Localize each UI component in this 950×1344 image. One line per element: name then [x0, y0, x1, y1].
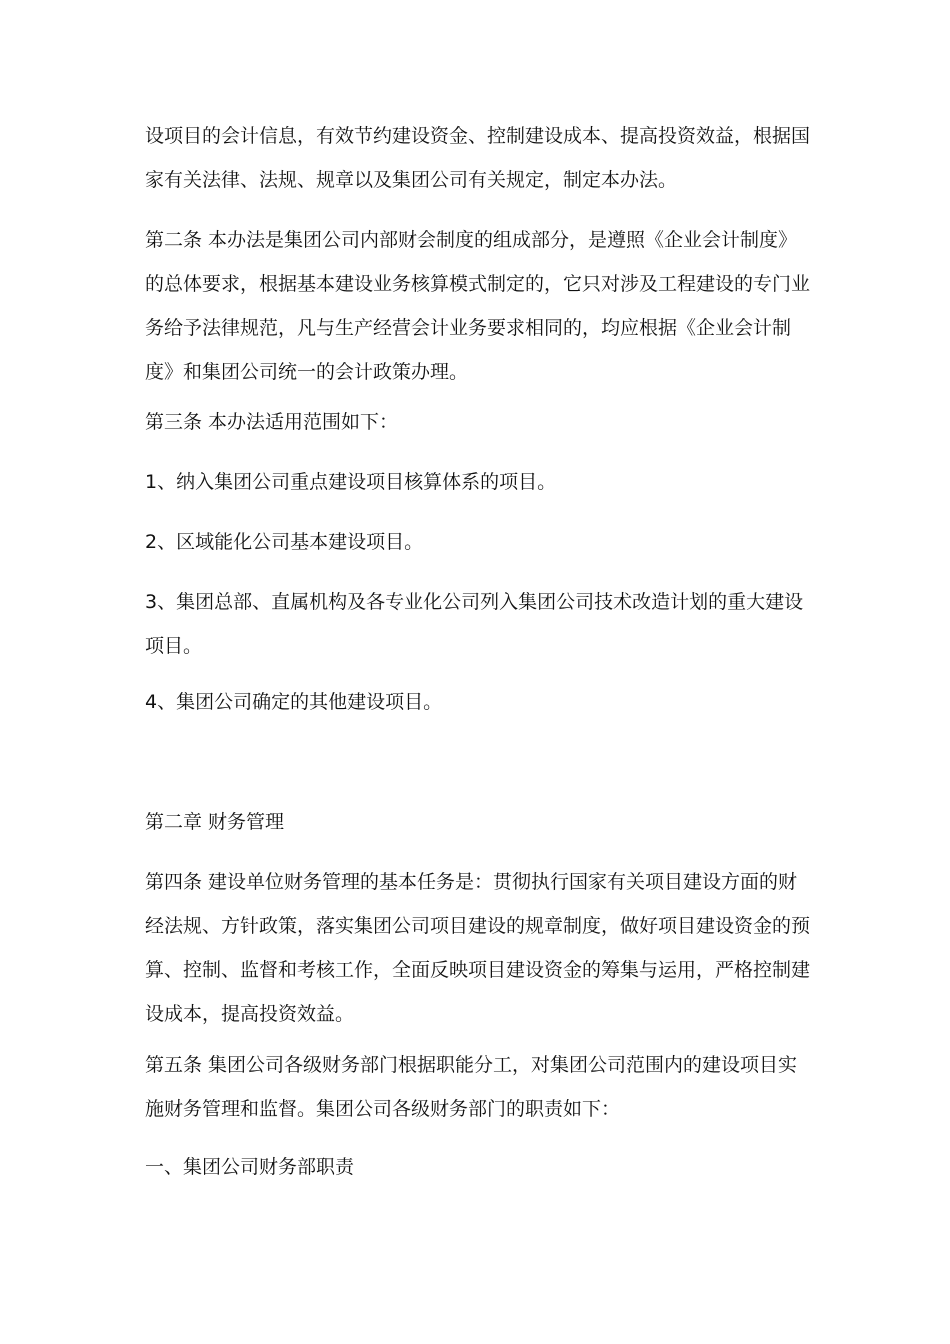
paragraph-intro-continuation: 设项目的会计信息，有效节约建设资金、控制建设成本、提高投资效益，根据国家有关法律、法规、规章以及集团公司有关规定，制定本办法。: [145, 125, 811, 191]
list-item-scope-1: 1、纳入集团公司重点建设项目核算体系的项目。: [145, 471, 557, 493]
paragraph-article-2: 第二条 本办法是集团公司内部财会制度的组成部分，是遵照《企业会计制度》的总体要求，根据基本建设业务核算模式制定的，它只对涉及工程建设的专门业务给予法律规范，凡与生产经营会计业务要求相同的，均应根据《企业会计制度》和集团公司统一的会计政策办理。: [145, 229, 811, 383]
paragraph-article-4: 第四条 建设单位财务管理的基本任务是：贯彻执行国家有关项目建设方面的财经法规、方针政策，落实集团公司项目建设的规章制度，做好项目建设资金的预算、控制、监督和考核工作，全面反映项目建设资金的筹集与运用，严格控制建设成本，提高投资效益。: [145, 871, 811, 1025]
list-item-scope-3: 3、集团总部、直属机构及各专业化公司列入集团公司技术改造计划的重大建设项目。: [145, 591, 804, 657]
section-heading-finance-dept-duties: 一、集团公司财务部职责: [145, 1156, 355, 1178]
paragraph-article-5: 第五条 集团公司各级财务部门根据职能分工，对集团公司范围内的建设项目实施财务管理和监督。集团公司各级财务部门的职责如下：: [145, 1054, 798, 1120]
paragraph-article-3: 第三条 本办法适用范围如下：: [145, 411, 399, 433]
list-item-scope-2: 2、区域能化公司基本建设项目。: [145, 531, 424, 553]
list-item-scope-4: 4、集团公司确定的其他建设项目。: [145, 691, 443, 713]
chapter-heading-financial-management: 第二章 财务管理: [145, 811, 285, 833]
